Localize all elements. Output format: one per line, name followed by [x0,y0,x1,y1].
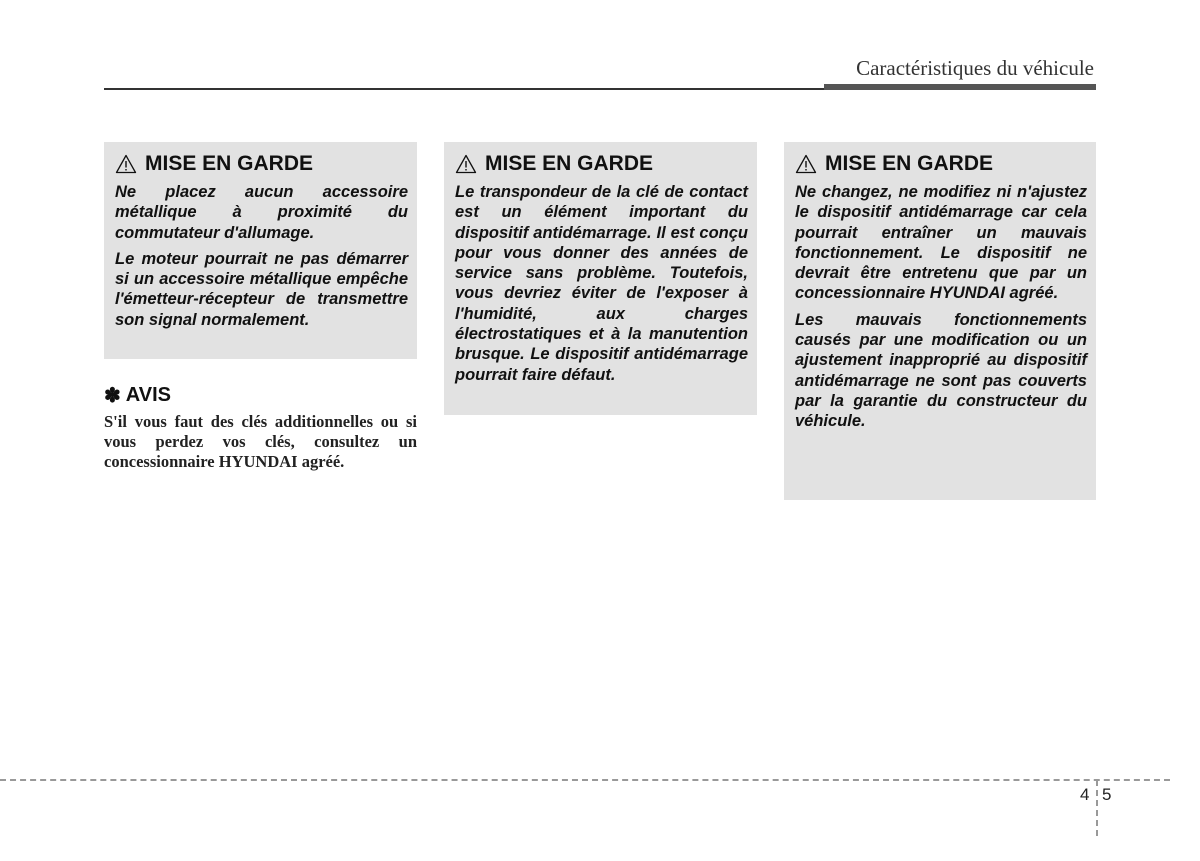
notice-text: S'il vous faut des clés additionnelles ou si vous perdez vos clés, consultez un concessionnaire HYUNDAI agréé. [104,412,417,471]
warning-box-immobilizer-modification [784,142,1096,500]
warning-triangle-icon [115,154,137,174]
warning-title: MISE EN GARDE [145,152,314,175]
warning-triangle-icon [795,154,817,174]
notice-title: AVIS [125,384,171,406]
warning-paragraph: Ne changez, ne modifiez ni n'ajustez le dispositif antidémarrage car cela pourrait entraîner un mauvais fonctionnement. Le dispositif ne devrait être entretenu que par un concessionnaire HYUNDAI agréé. [795,183,1087,303]
warning-paragraph: Les mauvais fonctionnements causés par une modification ou un ajustement inapproprié au dispositif antidémarrage ne sont pas couverts par la garantie du constructeur du véhicule. [795,310,1087,431]
warning-triangle-icon [455,154,477,174]
warning-paragraph: Le moteur pourrait ne pas démarrer si un accessoire métallique empêche l'émetteur-récepteur de transmettre son signal normalement. [115,249,408,329]
warning-heading [115,152,408,176]
warning-paragraph: Ne placez aucun accessoire métallique à proximité du commutateur d'allumage. [115,183,408,242]
chapter-number: 4 [1080,785,1090,804]
warning-box-transponder [444,142,757,415]
warning-heading [795,152,1087,176]
warning-paragraph: Le transpondeur de la clé de contact est un élément important du dispositif antidémarrage. Il est conçu pour vous donner des années de service sans problème. Toutefois, vous devriez éviter de l'exposer à l'humidité, aux charges électrostatiques et à la manutention brusque. Le dispositif antidémarrage pourrait faire défaut. [455,183,748,384]
warning-title: MISE EN GARDE [485,152,654,175]
asterisk-icon: ✽ [104,385,121,407]
warning-heading [455,152,748,176]
footer-page-separator [1096,780,1098,836]
page-header-title: Caractéristiques du véhicule [856,56,1094,80]
notice-section [104,383,417,472]
footer-divider [0,779,1170,781]
notice-heading [104,383,417,408]
warning-title: MISE EN GARDE [825,152,994,175]
header-accent-bar [824,84,1096,90]
warning-box-ignition-accessory [104,142,417,359]
page-number: 5 [1102,785,1112,804]
